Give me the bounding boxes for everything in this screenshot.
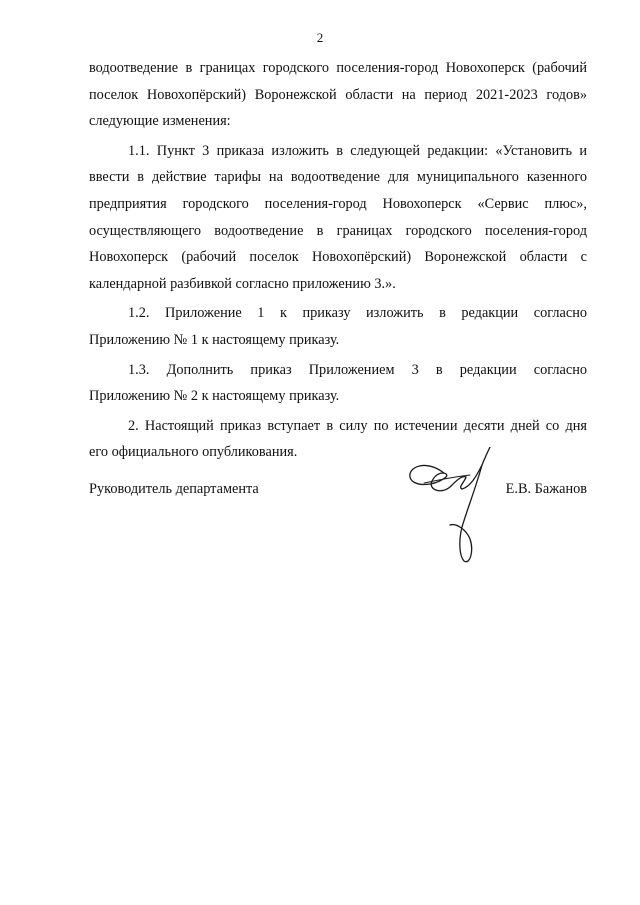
text-line: Приложению № 2 к настоящему приказу. <box>89 388 340 405</box>
signatory-position: Руководитель департамента <box>89 481 259 497</box>
text-line: поселок Новохопёрский) Воронежской области на период 2021-2023 годов» <box>89 86 587 103</box>
text-line: календарной разбивкой согласно приложению 3.». <box>89 275 396 292</box>
text-line: осуществляющего водоотведение в границах городского поселения-город <box>89 222 587 239</box>
document-body <box>89 55 587 469</box>
text-line: водоотведение в границах городского поселения-город Новохоперск (рабочий <box>89 60 587 76</box>
text-line: Приложению № 1 к настоящему приказу. <box>89 331 340 348</box>
intro-paragraph <box>89 55 587 135</box>
text-line: его официального опубликования. <box>89 444 298 461</box>
text-line: 2. Настоящий приказ вступает в силу по истечении десяти дней со дня <box>128 417 587 434</box>
signature-block <box>89 481 587 591</box>
text-line: ввести в действие тарифы на водоотведение для муниципального казенного <box>89 169 587 186</box>
text-line: 1.3. Дополнить приказ Приложением 3 в редакции согласно <box>128 361 587 378</box>
item-1-2-paragraph <box>89 300 587 353</box>
item-1-3-paragraph <box>89 357 587 410</box>
text-line: предприятия городского поселения-город Новохоперск «Сервис плюс», <box>89 195 587 212</box>
text-line: 1.2. Приложение 1 к приказу изложить в редакции согласно <box>128 305 587 322</box>
signatory-name: Е.В. Бажанов <box>505 481 587 497</box>
text-line: Новохоперск (рабочий поселок Новохопёрский) Воронежской области с <box>89 249 587 266</box>
text-line: следующие изменения: <box>89 113 231 130</box>
text-line: 1.1. Пункт 3 приказа изложить в следующей редакции: «Установить и <box>128 142 587 159</box>
handwritten-signature <box>404 447 509 577</box>
item-2-paragraph <box>89 413 587 466</box>
item-1-1-paragraph <box>89 138 587 298</box>
page-number: 2 <box>316 30 324 45</box>
